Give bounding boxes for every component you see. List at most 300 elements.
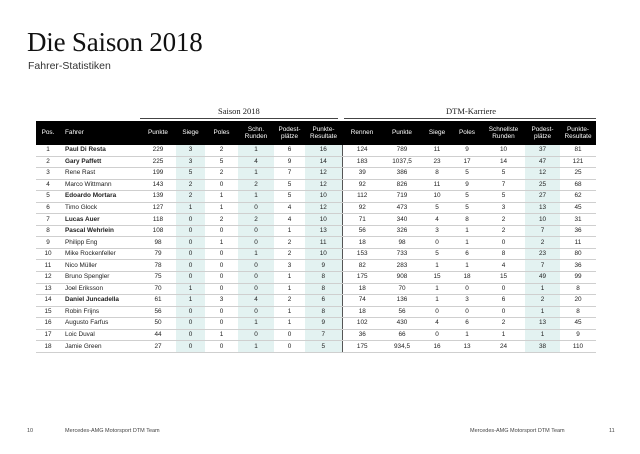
- cell-cfl: 24: [482, 341, 525, 353]
- cell-cpts: 789: [382, 145, 422, 156]
- cell-cpoles: 3: [452, 295, 482, 307]
- cell-poles: 5: [205, 156, 238, 168]
- cell-pr: 8: [305, 272, 342, 284]
- table-row: [36, 341, 596, 353]
- cell-pos: 6: [36, 202, 60, 214]
- season-group-label: Saison 2018: [218, 106, 260, 116]
- cell-cwins: 4: [422, 318, 452, 330]
- cell-poles: 1: [205, 191, 238, 203]
- cell-cpts: 1037,5: [382, 156, 422, 168]
- cell-cpoles: 0: [452, 306, 482, 318]
- cell-points: 139: [140, 191, 176, 203]
- cell-pos: 13: [36, 283, 60, 295]
- cell-wins: 2: [176, 179, 205, 191]
- cell-wins: 1: [176, 295, 205, 307]
- table-header-row: [36, 121, 596, 145]
- cell-cfl: 2: [482, 318, 525, 330]
- cell-fl: 1: [238, 248, 274, 260]
- cell-pos: 1: [36, 145, 60, 156]
- cell-races: 92: [342, 202, 382, 214]
- cell-cpts: 70: [382, 283, 422, 295]
- cell-cwins: 0: [422, 329, 452, 341]
- cell-cpr: 9: [560, 329, 596, 341]
- cell-pr: 12: [305, 179, 342, 191]
- cell-fl: 4: [238, 295, 274, 307]
- cell-cfl: 14: [482, 156, 525, 168]
- cell-points: 118: [140, 214, 176, 226]
- col-driver: Fahrer: [60, 121, 140, 145]
- cell-points: 27: [140, 341, 176, 353]
- cell-fl: 0: [238, 283, 274, 295]
- col-career-poles: Poles: [452, 121, 482, 145]
- cell-cpoles: 1: [452, 260, 482, 272]
- cell-pos: 12: [36, 272, 60, 284]
- cell-cpoles: 5: [452, 202, 482, 214]
- table-row: [36, 306, 596, 318]
- cell-points: 98: [140, 237, 176, 249]
- cell-cwins: 10: [422, 191, 452, 203]
- cell-pod: 5: [274, 179, 305, 191]
- cell-wins: 0: [176, 306, 205, 318]
- cell-pos: 11: [36, 260, 60, 272]
- page-number-left: 10: [27, 428, 34, 434]
- cell-fl: 0: [238, 225, 274, 237]
- cell-cpoles: 5: [452, 168, 482, 180]
- cell-cwins: 8: [422, 168, 452, 180]
- cell-pos: 2: [36, 156, 60, 168]
- cell-poles: 1: [205, 329, 238, 341]
- table-row: [36, 295, 596, 307]
- cell-wins: 2: [176, 191, 205, 203]
- cell-fl: 1: [238, 168, 274, 180]
- cell-fl: 1: [238, 341, 274, 353]
- cell-pos: 3: [36, 168, 60, 180]
- cell-pos: 8: [36, 225, 60, 237]
- cell-cfl: 0: [482, 283, 525, 295]
- cell-poles: 2: [205, 214, 238, 226]
- cell-pr: 10: [305, 248, 342, 260]
- cell-wins: 5: [176, 168, 205, 180]
- col-pos: Pos.: [36, 121, 60, 145]
- cell-cpod: 7: [525, 225, 560, 237]
- cell-cpr: 45: [560, 318, 596, 330]
- cell-cfl: 6: [482, 295, 525, 307]
- cell-cpod: 27: [525, 191, 560, 203]
- cell-wins: 1: [176, 283, 205, 295]
- cell-pr: 10: [305, 191, 342, 203]
- cell-fl: 1: [238, 191, 274, 203]
- cell-cpod: 2: [525, 237, 560, 249]
- cell-cwins: 5: [422, 248, 452, 260]
- cell-points: 225: [140, 156, 176, 168]
- cell-pr: 13: [305, 225, 342, 237]
- cell-pod: 4: [274, 214, 305, 226]
- table-row: [36, 272, 596, 284]
- cell-cpod: 12: [525, 168, 560, 180]
- cell-cpr: 11: [560, 237, 596, 249]
- cell-pos: 17: [36, 329, 60, 341]
- cell-cpr: 25: [560, 168, 596, 180]
- table-row: [36, 156, 596, 168]
- cell-driver: Joel Eriksson: [60, 283, 140, 295]
- cell-cpod: 13: [525, 202, 560, 214]
- cell-cpts: 340: [382, 214, 422, 226]
- cell-points: 44: [140, 329, 176, 341]
- cell-pr: 9: [305, 260, 342, 272]
- cell-cpts: 934,5: [382, 341, 422, 353]
- cell-poles: 3: [205, 295, 238, 307]
- cell-driver: Robin Frijns: [60, 306, 140, 318]
- cell-cpod: 10: [525, 214, 560, 226]
- cell-pos: 16: [36, 318, 60, 330]
- cell-cpod: 7: [525, 260, 560, 272]
- cell-driver: Timo Glock: [60, 202, 140, 214]
- cell-cwins: 23: [422, 156, 452, 168]
- cell-races: 183: [342, 156, 382, 168]
- col-career-fastest-laps: Schnellste Runden: [482, 121, 525, 145]
- cell-pr: 6: [305, 295, 342, 307]
- cell-pr: 16: [305, 145, 342, 156]
- cell-cpoles: 18: [452, 272, 482, 284]
- cell-cpr: 8: [560, 306, 596, 318]
- cell-fl: 4: [238, 156, 274, 168]
- cell-driver: Jamie Green: [60, 341, 140, 353]
- cell-cpr: 20: [560, 295, 596, 307]
- cell-cwins: 1: [422, 295, 452, 307]
- cell-races: 18: [342, 306, 382, 318]
- cell-driver: Loic Duval: [60, 329, 140, 341]
- cell-pod: 0: [274, 329, 305, 341]
- cell-cpod: 47: [525, 156, 560, 168]
- cell-fl: 2: [238, 179, 274, 191]
- cell-poles: 2: [205, 145, 238, 156]
- cell-cpod: 1: [525, 329, 560, 341]
- cell-poles: 0: [205, 318, 238, 330]
- cell-fl: 0: [238, 237, 274, 249]
- cell-races: 153: [342, 248, 382, 260]
- cell-cpts: 326: [382, 225, 422, 237]
- cell-cpoles: 1: [452, 225, 482, 237]
- cell-poles: 1: [205, 237, 238, 249]
- cell-races: 18: [342, 237, 382, 249]
- cell-fl: 0: [238, 202, 274, 214]
- cell-cwins: 0: [422, 237, 452, 249]
- cell-cwins: 11: [422, 179, 452, 191]
- cell-wins: 3: [176, 156, 205, 168]
- cell-pos: 14: [36, 295, 60, 307]
- cell-wins: 0: [176, 329, 205, 341]
- cell-driver: Daniel Juncadella: [60, 295, 140, 307]
- cell-points: 199: [140, 168, 176, 180]
- cell-pod: 1: [274, 283, 305, 295]
- cell-pod: 1: [274, 225, 305, 237]
- col-poles: Poles: [205, 121, 238, 145]
- col-fastest-laps: Schn. Runden: [238, 121, 274, 145]
- cell-fl: 1: [238, 145, 274, 156]
- cell-pod: 6: [274, 145, 305, 156]
- cell-poles: 0: [205, 283, 238, 295]
- cell-races: 82: [342, 260, 382, 272]
- cell-cpts: 826: [382, 179, 422, 191]
- cell-pr: 11: [305, 237, 342, 249]
- page-subtitle: Fahrer-Statistiken: [28, 60, 111, 72]
- cell-cpoles: 6: [452, 318, 482, 330]
- cell-cfl: 4: [482, 260, 525, 272]
- cell-pos: 7: [36, 214, 60, 226]
- driver-stats-table: [36, 121, 596, 353]
- cell-pod: 3: [274, 260, 305, 272]
- cell-driver: Bruno Spengler: [60, 272, 140, 284]
- cell-fl: 0: [238, 272, 274, 284]
- cell-wins: 0: [176, 341, 205, 353]
- cell-cpod: 1: [525, 283, 560, 295]
- cell-pod: 1: [274, 272, 305, 284]
- cell-cpr: 99: [560, 272, 596, 284]
- career-group-rule: [344, 118, 596, 119]
- cell-pos: 18: [36, 341, 60, 353]
- table-row: [36, 329, 596, 341]
- cell-points: 229: [140, 145, 176, 156]
- cell-poles: 0: [205, 179, 238, 191]
- table-row: [36, 260, 596, 272]
- cell-cpod: 23: [525, 248, 560, 260]
- cell-driver: Mike Rockenfeller: [60, 248, 140, 260]
- cell-cwins: 1: [422, 283, 452, 295]
- cell-wins: 0: [176, 260, 205, 272]
- cell-cfl: 3: [482, 202, 525, 214]
- cell-cfl: 0: [482, 306, 525, 318]
- cell-cpod: 38: [525, 341, 560, 353]
- cell-pos: 10: [36, 248, 60, 260]
- cell-cpr: 62: [560, 191, 596, 203]
- table-row: [36, 225, 596, 237]
- cell-points: 75: [140, 272, 176, 284]
- cell-pr: 8: [305, 283, 342, 295]
- cell-cpts: 430: [382, 318, 422, 330]
- cell-pod: 9: [274, 156, 305, 168]
- cell-cpoles: 9: [452, 145, 482, 156]
- cell-pod: 2: [274, 295, 305, 307]
- cell-cwins: 16: [422, 341, 452, 353]
- cell-races: 112: [342, 191, 382, 203]
- cell-pod: 1: [274, 318, 305, 330]
- cell-cpoles: 13: [452, 341, 482, 353]
- cell-points: 61: [140, 295, 176, 307]
- cell-pos: 9: [36, 237, 60, 249]
- cell-races: 124: [342, 145, 382, 156]
- cell-wins: 0: [176, 225, 205, 237]
- cell-cfl: 2: [482, 214, 525, 226]
- career-group-label: DTM-Karriere: [446, 106, 497, 116]
- cell-races: 74: [342, 295, 382, 307]
- col-career-races: Rennen: [342, 121, 382, 145]
- table-row: [36, 214, 596, 226]
- cell-driver: Gary Paffett: [60, 156, 140, 168]
- cell-fl: 0: [238, 260, 274, 272]
- footer-team-right: Mercedes-AMG Motorsport DTM Team: [470, 428, 565, 434]
- cell-pod: 5: [274, 191, 305, 203]
- cell-cpr: 31: [560, 214, 596, 226]
- cell-driver: Augusto Farfus: [60, 318, 140, 330]
- cell-pr: 12: [305, 168, 342, 180]
- cell-cpoles: 6: [452, 248, 482, 260]
- cell-pod: 0: [274, 341, 305, 353]
- cell-cfl: 8: [482, 248, 525, 260]
- cell-cwins: 4: [422, 214, 452, 226]
- cell-poles: 0: [205, 272, 238, 284]
- cell-cpoles: 0: [452, 283, 482, 295]
- cell-cwins: 3: [422, 225, 452, 237]
- cell-poles: 0: [205, 260, 238, 272]
- cell-cpoles: 1: [452, 237, 482, 249]
- cell-pr: 10: [305, 214, 342, 226]
- cell-cwins: 5: [422, 202, 452, 214]
- cell-driver: Rene Rast: [60, 168, 140, 180]
- cell-fl: 0: [238, 329, 274, 341]
- cell-cfl: 0: [482, 237, 525, 249]
- cell-cpts: 908: [382, 272, 422, 284]
- cell-races: 175: [342, 272, 382, 284]
- cell-points: 108: [140, 225, 176, 237]
- cell-races: 102: [342, 318, 382, 330]
- cell-driver: Paul Di Resta: [60, 145, 140, 156]
- cell-pod: 2: [274, 237, 305, 249]
- cell-points: 56: [140, 306, 176, 318]
- cell-cpts: 98: [382, 237, 422, 249]
- col-career-points: Punkte: [382, 121, 422, 145]
- cell-cpr: 36: [560, 260, 596, 272]
- cell-pos: 4: [36, 179, 60, 191]
- cell-poles: 0: [205, 306, 238, 318]
- cell-cwins: 11: [422, 145, 452, 156]
- cell-wins: 0: [176, 272, 205, 284]
- cell-pod: 4: [274, 202, 305, 214]
- cell-cpod: 2: [525, 295, 560, 307]
- cell-driver: Marco Wittmann: [60, 179, 140, 191]
- col-career-podiums: Podest-plätze: [525, 121, 560, 145]
- cell-races: 39: [342, 168, 382, 180]
- season-group-rule: [140, 118, 338, 119]
- cell-driver: Pascal Wehrlein: [60, 225, 140, 237]
- cell-cwins: 1: [422, 260, 452, 272]
- cell-cpts: 283: [382, 260, 422, 272]
- cell-wins: 1: [176, 202, 205, 214]
- cell-cfl: 10: [482, 145, 525, 156]
- cell-poles: 0: [205, 248, 238, 260]
- cell-poles: 2: [205, 168, 238, 180]
- cell-driver: Nico Müller: [60, 260, 140, 272]
- cell-cpoles: 17: [452, 156, 482, 168]
- cell-cpoles: 9: [452, 179, 482, 191]
- cell-points: 70: [140, 283, 176, 295]
- cell-wins: 0: [176, 318, 205, 330]
- table-row: [36, 283, 596, 295]
- cell-pr: 14: [305, 156, 342, 168]
- cell-pod: 2: [274, 248, 305, 260]
- cell-poles: 0: [205, 341, 238, 353]
- cell-races: 56: [342, 225, 382, 237]
- table-row: [36, 318, 596, 330]
- cell-points: 78: [140, 260, 176, 272]
- cell-cpr: 80: [560, 248, 596, 260]
- cell-cpod: 1: [525, 306, 560, 318]
- cell-cwins: 15: [422, 272, 452, 284]
- table-row: [36, 145, 596, 156]
- cell-cpoles: 1: [452, 329, 482, 341]
- cell-cpts: 473: [382, 202, 422, 214]
- cell-wins: 3: [176, 145, 205, 156]
- cell-fl: 2: [238, 214, 274, 226]
- cell-races: 18: [342, 283, 382, 295]
- col-wins: Siege: [176, 121, 205, 145]
- cell-races: 92: [342, 179, 382, 191]
- cell-cfl: 2: [482, 225, 525, 237]
- table-row: [36, 202, 596, 214]
- cell-pod: 1: [274, 306, 305, 318]
- cell-points: 127: [140, 202, 176, 214]
- cell-pod: 7: [274, 168, 305, 180]
- cell-wins: 0: [176, 214, 205, 226]
- cell-cfl: 1: [482, 329, 525, 341]
- col-points-results: Punkte-Resultate: [305, 121, 342, 145]
- cell-cpr: 110: [560, 341, 596, 353]
- cell-cpts: 56: [382, 306, 422, 318]
- cell-pos: 5: [36, 191, 60, 203]
- cell-cpr: 8: [560, 283, 596, 295]
- cell-cfl: 5: [482, 168, 525, 180]
- cell-fl: 0: [238, 306, 274, 318]
- cell-cpoles: 8: [452, 214, 482, 226]
- cell-cwins: 0: [422, 306, 452, 318]
- cell-poles: 0: [205, 225, 238, 237]
- cell-driver: Edoardo Mortara: [60, 191, 140, 203]
- footer-team-left: Mercedes-AMG Motorsport DTM Team: [65, 428, 160, 434]
- cell-races: 36: [342, 329, 382, 341]
- table-row: [36, 248, 596, 260]
- cell-races: 71: [342, 214, 382, 226]
- col-career-wins: Siege: [422, 121, 452, 145]
- col-points: Punkte: [140, 121, 176, 145]
- cell-cpts: 66: [382, 329, 422, 341]
- table-row: [36, 179, 596, 191]
- cell-cfl: 5: [482, 191, 525, 203]
- cell-points: 79: [140, 248, 176, 260]
- cell-pr: 8: [305, 306, 342, 318]
- table-row: [36, 168, 596, 180]
- cell-fl: 1: [238, 318, 274, 330]
- cell-pr: 7: [305, 329, 342, 341]
- cell-cpr: 121: [560, 156, 596, 168]
- cell-points: 143: [140, 179, 176, 191]
- cell-cpts: 733: [382, 248, 422, 260]
- table-row: [36, 191, 596, 203]
- cell-cpts: 386: [382, 168, 422, 180]
- cell-pr: 9: [305, 318, 342, 330]
- cell-points: 50: [140, 318, 176, 330]
- cell-cfl: 7: [482, 179, 525, 191]
- cell-wins: 0: [176, 237, 205, 249]
- cell-cpts: 719: [382, 191, 422, 203]
- cell-cpr: 45: [560, 202, 596, 214]
- cell-pr: 12: [305, 202, 342, 214]
- col-podiums: Podest-plätze: [274, 121, 305, 145]
- table-row: [36, 237, 596, 249]
- cell-cpoles: 5: [452, 191, 482, 203]
- cell-cpr: 68: [560, 179, 596, 191]
- cell-races: 175: [342, 341, 382, 353]
- cell-pos: 15: [36, 306, 60, 318]
- cell-pr: 5: [305, 341, 342, 353]
